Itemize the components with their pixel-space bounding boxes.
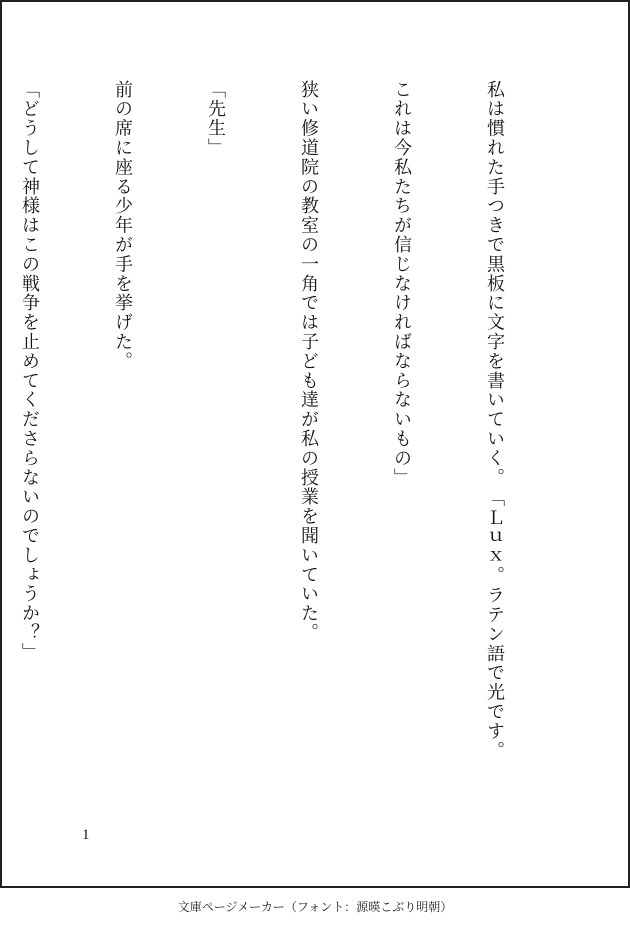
text-line: 狭い修道院の教室の一角では子ども達が私の授業を聞いていた。 bbox=[298, 80, 319, 643]
page-number: 1 bbox=[82, 827, 90, 843]
text-line: 前の席に座る少年が手を挙げた。 bbox=[112, 80, 133, 371]
text-line: 私は慣れた手つきで黒板に文字を書いていく。 「Ｌｕｘ。ラテン語で光です。 bbox=[484, 80, 505, 761]
text-line: これは今私たちが信じなければならないもの」 bbox=[391, 80, 412, 488]
footer-credit: 文庫ページメーカー（フォント：源暎こぶり明朝） bbox=[177, 900, 453, 914]
text-line: 「どうして神様はこの戦争を止めてくださらないのでしょうか？」 bbox=[19, 80, 40, 662]
text-line: 「先生」 bbox=[205, 80, 226, 158]
vertical-text-body bbox=[19, 80, 572, 780]
